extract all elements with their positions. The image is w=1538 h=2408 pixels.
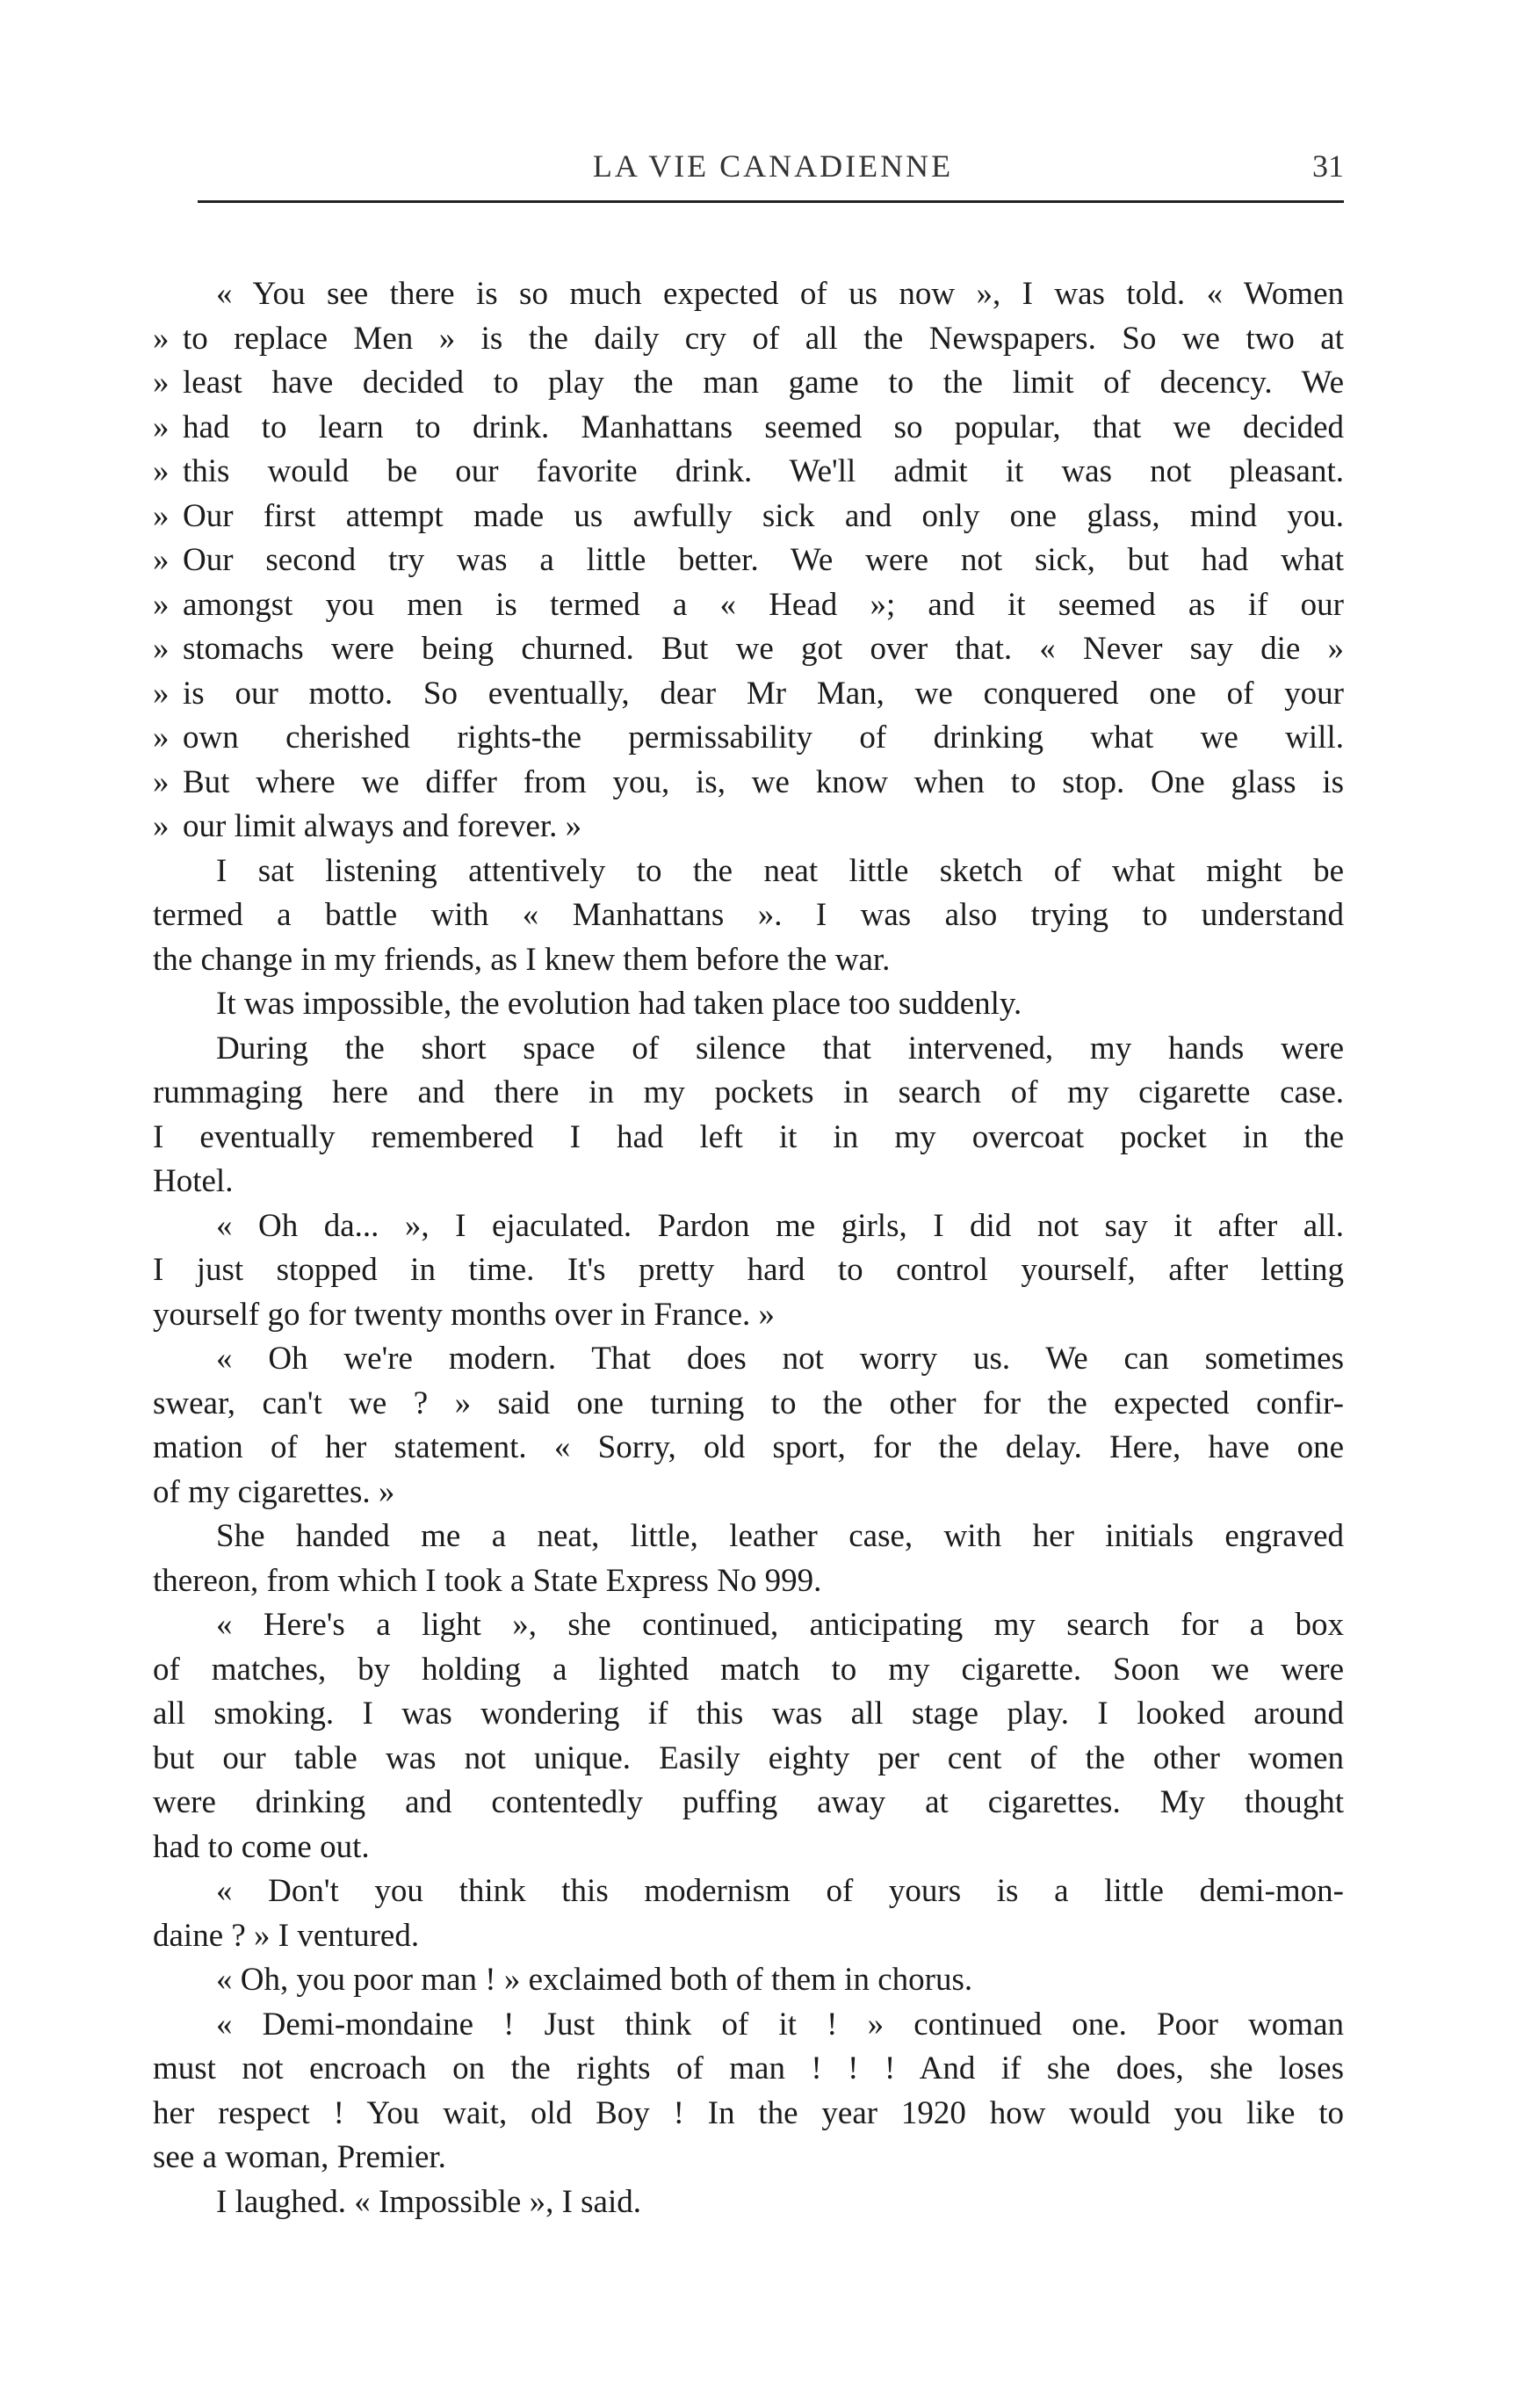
- line-text: I eventually remembered I had left it in my overcoat pocket in the: [153, 1118, 1344, 1155]
- line-text: yourself go for twenty months over in France. »: [153, 1296, 775, 1333]
- page-number: 31: [1312, 148, 1344, 184]
- line-text: of my cigarettes. »: [153, 1473, 395, 1510]
- line-text: daine ? » I ventured.: [153, 1917, 420, 1954]
- line-text: « Oh da... », I ejaculated. Pardon me girls, I did not say it after all.: [216, 1207, 1344, 1244]
- line-text: had to come out.: [153, 1828, 370, 1865]
- text-line: [153, 583, 1344, 628]
- text-line: [153, 982, 1344, 1027]
- text-line: [153, 1071, 1344, 1116]
- text-line: [153, 1869, 1344, 1914]
- line-text: stomachs were being churned. But we got over that. « Never say die »: [183, 631, 1344, 667]
- text-line: [153, 450, 1344, 495]
- line-text: thereon, from which I took a State Express No 999.: [153, 1562, 822, 1599]
- text-line: [153, 1648, 1344, 1693]
- line-text: this would be our favorite drink. We'll admit it was not pleasant.: [183, 453, 1344, 489]
- line-text: mation of her statement. « Sorry, old sport, for the delay. Here, have one: [153, 1429, 1344, 1465]
- line-text: to replace Men » is the daily cry of all the Newspapers. So we two at: [183, 320, 1344, 357]
- line-text: During the short space of silence that intervened, my hands were: [216, 1030, 1344, 1067]
- text-line: [153, 2003, 1344, 2048]
- text-line: [153, 1248, 1344, 1293]
- header-rule: [198, 200, 1344, 203]
- continuation-quote-mark: »: [153, 542, 170, 578]
- continuation-quote-mark: »: [153, 320, 170, 357]
- text-line: [153, 317, 1344, 362]
- text-line: [153, 1471, 1344, 1515]
- line-text: amongst you men is termed a « Head »; and it seemed as if our: [183, 586, 1344, 623]
- text-line: [153, 2136, 1344, 2180]
- line-text: must not encroach on the rights of man ! ! ! And if she does, she loses: [153, 2050, 1344, 2086]
- text-line: [153, 893, 1344, 938]
- line-text: termed a battle with « Manhattans ». I was also trying to understand: [153, 897, 1344, 933]
- text-line: [153, 716, 1344, 761]
- continuation-quote-mark: »: [153, 808, 170, 844]
- line-text: but our table was not unique. Easily eighty per cent of the other women: [153, 1739, 1344, 1776]
- continuation-quote-mark: »: [153, 497, 170, 534]
- continuation-quote-mark: »: [153, 586, 170, 623]
- text-line: [153, 1826, 1344, 1870]
- line-text: She handed me a neat, little, leather case, with her initials engraved: [216, 1518, 1344, 1554]
- line-text: It was impossible, the evolution had taken place too suddenly.: [216, 986, 1022, 1022]
- line-text: I sat listening attentively to the neat little sketch of what might be: [216, 852, 1344, 889]
- text-line: [153, 1781, 1344, 1826]
- text-line: [153, 1160, 1344, 1204]
- text-line: [153, 1692, 1344, 1737]
- line-text: the change in my friends, as I knew them before the war.: [153, 941, 891, 978]
- continuation-quote-mark: »: [153, 675, 170, 712]
- line-text: Hotel.: [153, 1163, 234, 1199]
- continuation-quote-mark: »: [153, 453, 170, 489]
- line-text: I laughed. « Impossible », I said.: [216, 2183, 641, 2220]
- line-text: all smoking. I was wondering if this was all stage play. I looked around: [153, 1696, 1344, 1732]
- continuation-quote-mark: »: [153, 409, 170, 445]
- line-text: had to learn to drink. Manhattans seemed so popular, that we decided: [183, 409, 1344, 445]
- text-line: [153, 1382, 1344, 1427]
- text-line: [153, 938, 1344, 983]
- text-line: [153, 627, 1344, 672]
- continuation-quote-mark: »: [153, 720, 170, 756]
- line-text: is our motto. So eventually, dear Mr Man, we conquered one of your: [183, 675, 1344, 712]
- body-text: [153, 272, 1344, 2224]
- text-line: [153, 1337, 1344, 1382]
- text-line: [153, 1204, 1344, 1249]
- page-header: [202, 148, 1344, 192]
- text-line: [153, 1515, 1344, 1559]
- text-line: [153, 805, 1344, 850]
- line-text: Our first attempt made us awfully sick and only one glass, mind you.: [183, 497, 1344, 534]
- text-line: [153, 672, 1344, 717]
- line-text: least have decided to play the man game to the limit of decency. We: [183, 365, 1344, 401]
- text-line: [153, 2092, 1344, 2137]
- line-text: our limit always and forever. »: [183, 808, 582, 844]
- text-line: [153, 2180, 1344, 2225]
- line-text: her respect ! You wait, old Boy ! In the year 1920 how would you like to: [153, 2094, 1344, 2131]
- text-line: [153, 1914, 1344, 1959]
- text-line: [153, 761, 1344, 806]
- continuation-quote-mark: »: [153, 365, 170, 401]
- continuation-quote-mark: »: [153, 763, 170, 800]
- text-line: [153, 1027, 1344, 1072]
- line-text: But where we differ from you, is, we know when to stop. One glass is: [183, 763, 1344, 800]
- text-line: [153, 1958, 1344, 2003]
- line-text: « You see there is so much expected of us now », I was told. « Women: [216, 276, 1344, 312]
- line-text: « Here's a light », she continued, anticipating my search for a box: [216, 1607, 1344, 1643]
- line-text: were drinking and contentedly puffing away at cigarettes. My thought: [153, 1784, 1344, 1820]
- running-title: LA VIE CANADIENNE: [592, 148, 954, 184]
- line-text: of matches, by holding a lighted match to my cigarette. Soon we were: [153, 1651, 1344, 1688]
- text-line: [153, 1559, 1344, 1604]
- line-text: « Don't you think this modernism of yours is a little demi-mon-: [216, 1873, 1344, 1909]
- text-line: [153, 406, 1344, 451]
- text-line: [153, 272, 1344, 317]
- line-text: own cherished rights-the permissability of drinking what we will.: [183, 720, 1344, 756]
- line-text: « Oh we're modern. That does not worry us. We can sometimes: [216, 1341, 1344, 1377]
- line-text: Our second try was a little better. We were not sick, but had what: [183, 542, 1344, 578]
- line-text: « Demi-mondaine ! Just think of it ! » continued one. Poor woman: [216, 2006, 1344, 2043]
- line-text: see a woman, Premier.: [153, 2139, 446, 2175]
- line-text: rummaging here and there in my pockets in search of my cigarette case.: [153, 1074, 1344, 1110]
- line-text: I just stopped in time. It's pretty hard to control yourself, after letting: [153, 1252, 1344, 1288]
- continuation-quote-mark: »: [153, 631, 170, 667]
- text-line: [153, 1293, 1344, 1338]
- text-line: [153, 361, 1344, 406]
- text-line: [153, 1426, 1344, 1471]
- text-line: [153, 539, 1344, 583]
- text-line: [153, 850, 1344, 894]
- text-line: [153, 1116, 1344, 1161]
- text-line: [153, 1603, 1344, 1648]
- text-line: [153, 2047, 1344, 2092]
- text-line: [153, 1737, 1344, 1782]
- line-text: swear, can't we ? » said one turning to the other for the expected confir-: [153, 1385, 1344, 1421]
- line-text: « Oh, you poor man ! » exclaimed both of them in chorus.: [216, 1962, 973, 1998]
- text-line: [153, 495, 1344, 539]
